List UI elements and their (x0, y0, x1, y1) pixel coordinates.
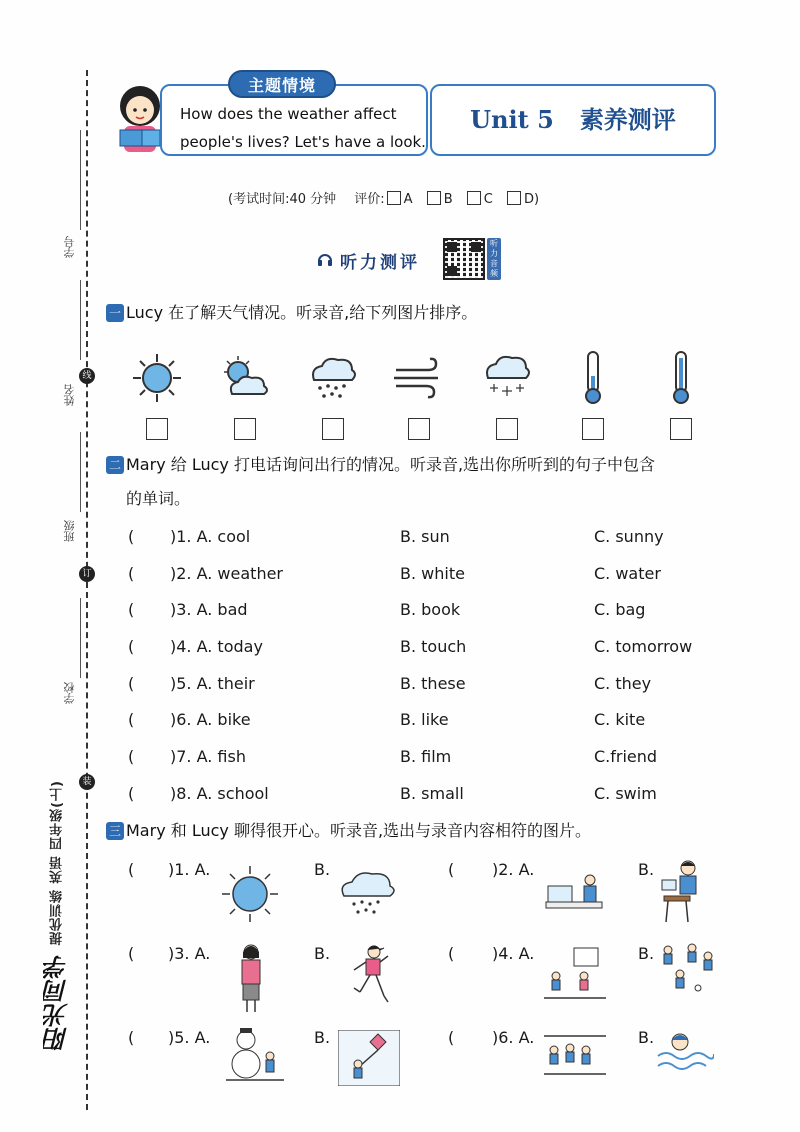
side-label-school: 学校 (63, 682, 76, 704)
rain-cloud-picture[interactable] (336, 866, 402, 920)
grade-b: B (443, 192, 453, 207)
answer-paren[interactable]: ( (128, 527, 135, 546)
order-box-1[interactable] (146, 418, 168, 440)
q1-text: Lucy 在了解天气情况。听录音,给下列图片排序。 (126, 303, 478, 322)
answer-paren[interactable]: ( (128, 710, 135, 729)
option-b: B. small (400, 784, 464, 803)
theme-text (180, 100, 428, 156)
q3-number: 三 (106, 822, 124, 840)
binding-dashed-line (86, 70, 88, 1110)
q3-row-1 (128, 858, 728, 938)
q2-item-5 (128, 672, 728, 696)
answer-paren[interactable]: ( (128, 600, 135, 619)
grade-checkbox-d[interactable] (507, 191, 521, 205)
thermometer-cold-icon (566, 350, 620, 406)
class-blank (80, 432, 81, 512)
option-a: )3. A. bad (170, 600, 248, 619)
exam-time: (考试时间:40 分钟 (228, 192, 337, 207)
q2-text-line1: Mary 给 Lucy 打电话询问出行的情况。听录音,选出你所听到的句子中包含 (126, 455, 656, 474)
q1-instruction (106, 298, 477, 328)
section-title: 听力测评 (340, 253, 420, 273)
grade-a: A (403, 192, 413, 207)
q3-item-label: )6. A. (492, 1028, 535, 1047)
option-c: C.friend (594, 747, 658, 766)
q2-text-line2: 的单词。 (126, 489, 191, 508)
option-a: )1. A. cool (170, 527, 251, 546)
grade-d: D) (524, 192, 540, 207)
headphone-icon (316, 250, 334, 268)
q3-item-label: )1. A. (168, 860, 211, 879)
order-box-4[interactable] (408, 418, 430, 440)
kite-flying-picture[interactable] (338, 1030, 400, 1086)
swimming-picture[interactable] (656, 1026, 714, 1078)
order-box-3[interactable] (322, 418, 344, 440)
brand-text: 提优训练 英语 四年级(上) (50, 780, 65, 945)
answer-paren[interactable]: ( (128, 784, 135, 803)
unit-subtitle: 素养测评 (579, 105, 676, 134)
option-a: )5. A. their (170, 674, 255, 693)
grade-checkbox-a[interactable] (387, 191, 401, 205)
answer-paren[interactable]: ( (448, 1028, 455, 1047)
side-label-student-no: 学号 (63, 236, 76, 258)
unit-title (430, 100, 716, 135)
brand-logo: 阳光同学 (43, 955, 72, 1051)
grade-checkbox-c[interactable] (467, 191, 481, 205)
option-b: B. film (400, 747, 452, 766)
option-c: C. they (594, 674, 652, 693)
order-box-5[interactable] (496, 418, 518, 440)
snowman-picture[interactable] (226, 1026, 284, 1086)
wind-icon (392, 350, 446, 406)
option-b: B. like (400, 710, 449, 729)
q2-item-6 (128, 708, 728, 732)
q2-item-4 (128, 635, 728, 659)
answer-paren[interactable]: ( (128, 747, 135, 766)
answer-paren[interactable]: ( (128, 637, 135, 656)
side-label-name: 姓名 (63, 384, 76, 406)
exam-info (228, 188, 539, 207)
woman-standing-picture[interactable] (234, 942, 268, 1014)
boy-on-stool-picture[interactable] (658, 858, 710, 924)
theme-line-1: How does the weather affect (180, 105, 397, 123)
q3-text: Mary 和 Lucy 聊得很开心。听录音,选出与录音内容相符的图片。 (126, 821, 592, 840)
option-b-label: B. (638, 944, 655, 963)
partly-cloudy-icon (218, 350, 272, 406)
qr-label: 听力音频 (487, 238, 501, 280)
student-no-blank (80, 130, 81, 230)
option-c: C. swim (594, 784, 657, 803)
side-dot-ding: 订 (79, 566, 95, 582)
option-a: )2. A. weather (170, 564, 283, 583)
side-label-class: 班级 (63, 520, 76, 542)
answer-paren[interactable]: ( (128, 674, 135, 693)
side-dot-zhuang: 装 (79, 774, 95, 790)
kids-playing-picture[interactable] (544, 946, 606, 1004)
rain-cloud-icon (306, 350, 360, 406)
grade-checkbox-b[interactable] (427, 191, 441, 205)
option-b-label: B. (638, 1028, 655, 1047)
q3-item-label: )5. A. (168, 1028, 211, 1047)
option-c: C. water (594, 564, 661, 583)
answer-paren[interactable]: ( (128, 1028, 135, 1047)
option-b-label: B. (314, 944, 331, 963)
q3-item-label: )2. A. (492, 860, 535, 879)
snow-cloud-icon (480, 350, 534, 406)
q3-row-2 (128, 942, 728, 1022)
option-b-label: B. (314, 860, 331, 879)
option-c: C. kite (594, 710, 646, 729)
kids-football-picture[interactable] (658, 942, 718, 998)
q2-number: 二 (106, 456, 124, 474)
option-c: C. sunny (594, 527, 664, 546)
option-b-label: B. (638, 860, 655, 879)
answer-paren[interactable]: ( (128, 564, 135, 583)
option-a: )4. A. today (170, 637, 263, 656)
q2-item-3 (128, 598, 728, 622)
answer-paren[interactable]: ( (128, 944, 135, 963)
unit-number: Unit 5 (470, 105, 554, 134)
girl-running-picture[interactable] (348, 944, 392, 1006)
q3-item-label: )3. A. (168, 944, 211, 963)
option-b: B. these (400, 674, 466, 693)
option-b: B. book (400, 600, 461, 619)
q3-instruction (106, 816, 591, 846)
option-b: B. touch (400, 637, 467, 656)
sun-picture[interactable] (220, 864, 280, 924)
qr-code-icon[interactable] (443, 238, 485, 280)
option-b: B. white (400, 564, 465, 583)
option-c: C. bag (594, 600, 646, 619)
thermometer-hot-icon (654, 350, 708, 406)
q3-row-3 (128, 1026, 728, 1106)
order-box-2[interactable] (234, 418, 256, 440)
grade-c: C (483, 192, 493, 207)
option-b: B. sun (400, 527, 450, 546)
option-a: )8. A. school (170, 784, 269, 803)
q2-item-7 (128, 745, 728, 769)
q2-item-1 (128, 525, 728, 549)
q2-item-2 (128, 562, 728, 586)
order-box-6[interactable] (582, 418, 604, 440)
option-a: )7. A. fish (170, 747, 246, 766)
order-box-7[interactable] (670, 418, 692, 440)
kids-running-picture[interactable] (544, 1032, 606, 1082)
theme-line-2: people's lives? Let's have a look. (180, 133, 426, 151)
q3-item-label: )4. A. (492, 944, 535, 963)
q2-item-8 (128, 782, 728, 806)
sun-icon (130, 350, 184, 406)
option-a: )6. A. bike (170, 710, 251, 729)
school-blank (80, 598, 81, 678)
q2-instruction (106, 450, 655, 480)
computer-desk-picture[interactable] (544, 866, 604, 912)
theme-tag: 主题情境 (228, 70, 336, 98)
side-dot-xian: 线 (79, 368, 95, 384)
weather-icons-row (130, 350, 710, 406)
answer-paren[interactable]: ( (448, 944, 455, 963)
option-b-label: B. (314, 1028, 331, 1047)
answer-paren[interactable]: ( (448, 860, 455, 879)
answer-paren[interactable]: ( (128, 860, 135, 879)
name-blank (80, 280, 81, 360)
option-c: C. tomorrow (594, 637, 693, 656)
eval-label: 评价: (354, 192, 385, 207)
q1-number: 一 (106, 304, 124, 322)
